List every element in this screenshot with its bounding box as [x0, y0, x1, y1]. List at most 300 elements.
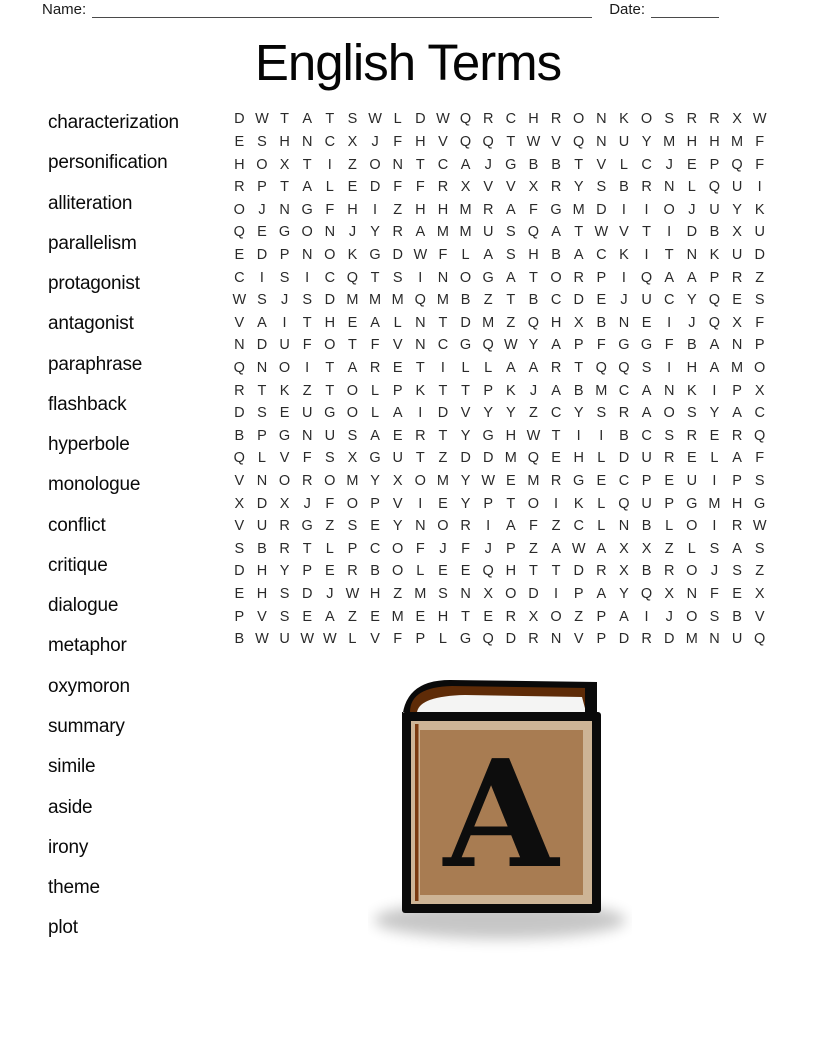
grid-cell: E — [370, 608, 380, 625]
grid-cell: I — [327, 156, 332, 173]
grid-cell: B — [641, 563, 652, 580]
word-item: personification — [48, 152, 168, 174]
grid-cell: O — [437, 518, 449, 535]
grid-cell: B — [573, 382, 584, 399]
grid-cell: X — [279, 156, 290, 173]
grid-cell: H — [709, 133, 720, 150]
grid-cell: R — [731, 269, 743, 286]
grid-cell: P — [483, 495, 494, 512]
grid-cell: X — [483, 586, 494, 603]
grid-cell: U — [279, 631, 290, 648]
grid-cell: I — [667, 314, 672, 331]
grid-cell: M — [346, 292, 359, 309]
grid-cell: C — [505, 111, 517, 128]
grid-cell: B — [551, 246, 561, 263]
grid-cell: I — [305, 269, 310, 286]
grid-cell: X — [664, 586, 675, 603]
grid-cell: Q — [595, 360, 607, 376]
grid-cell: J — [710, 563, 719, 580]
grid-cell: S — [732, 563, 742, 580]
grid-cell: A — [551, 382, 561, 399]
grid-cell: W — [571, 540, 586, 557]
grid-cell: A — [709, 337, 720, 354]
book-spine-right-edge — [585, 683, 597, 712]
grid-cell: M — [572, 201, 585, 218]
grid-cell: A — [302, 111, 313, 128]
grid-cell: F — [755, 156, 765, 173]
grid-cell: U — [279, 337, 290, 354]
grid-cell: T — [574, 224, 584, 241]
grid-cell: X — [347, 133, 358, 150]
grid-cell: S — [324, 450, 335, 467]
grid-cell: S — [257, 133, 267, 150]
grid-cell: E — [392, 427, 403, 444]
grid-cell: G — [369, 450, 381, 467]
grid-cell: I — [667, 360, 672, 376]
grid-cell: S — [709, 608, 720, 625]
grid-cell: S — [709, 540, 720, 557]
grid-cell: U — [482, 224, 494, 241]
grid-cell: H — [686, 133, 698, 150]
grid-cell: L — [325, 540, 334, 557]
grid-cell: M — [369, 292, 382, 309]
grid-cell: A — [732, 540, 742, 557]
grid-cell: X — [392, 473, 403, 490]
grid-cell: R — [663, 563, 675, 580]
grid-cell: N — [618, 314, 630, 331]
grid-cell: T — [325, 382, 335, 399]
grid-cell: S — [392, 269, 403, 286]
grid-cell: I — [644, 201, 649, 218]
grid-cell: G — [369, 246, 381, 263]
book-letter: A — [443, 727, 559, 901]
grid-cell: I — [712, 382, 717, 399]
grid-cell: Q — [482, 337, 494, 354]
grid-cell: A — [483, 246, 494, 263]
grid-cell: A — [257, 314, 267, 331]
grid-cell: M — [685, 631, 698, 648]
grid-cell: E — [732, 586, 742, 603]
name-blank-line[interactable] — [92, 2, 592, 18]
grid-cell: Q — [527, 224, 540, 241]
grid-cell: A — [551, 337, 561, 354]
grid-cell: V — [392, 495, 403, 512]
grid-cell: O — [686, 608, 698, 625]
grid-cell: M — [436, 224, 449, 241]
grid-cell: H — [279, 133, 290, 150]
grid-cell: V — [551, 133, 561, 150]
grid-cell: R — [550, 111, 562, 128]
grid-cell: M — [482, 314, 495, 331]
grid-cell: D — [505, 631, 517, 648]
grid-cell: G — [324, 405, 336, 422]
grid-cell: L — [619, 156, 628, 173]
grid-cell: I — [554, 586, 559, 603]
grid-cell: I — [757, 179, 762, 196]
grid-cell: E — [438, 495, 448, 512]
grid-cell: H — [528, 246, 539, 263]
grid-cell: R — [415, 427, 426, 444]
grid-cell: R — [573, 269, 584, 286]
grid-cell: V — [505, 179, 516, 196]
grid-cell: S — [347, 111, 358, 128]
grid-cell: E — [234, 586, 245, 603]
grid-cell: L — [393, 314, 402, 331]
grid-cell: R — [528, 631, 539, 648]
word-item: theme — [48, 877, 100, 899]
grid-cell: J — [303, 495, 311, 512]
grid-cell: S — [279, 608, 290, 625]
grid-cell: D — [392, 246, 403, 263]
grid-cell: S — [279, 269, 290, 286]
grid-cell: J — [439, 540, 447, 557]
grid-cell: I — [259, 269, 264, 286]
grid-cell: Z — [325, 518, 335, 535]
grid-cell: C — [369, 540, 381, 557]
grid-cell: D — [437, 405, 449, 422]
grid-cell: N — [301, 133, 313, 150]
grid-cell: M — [391, 608, 404, 625]
grid-cell: I — [644, 608, 649, 625]
grid-cell: O — [324, 473, 336, 490]
grid-cell: G — [459, 337, 472, 354]
grid-cell: X — [347, 450, 358, 467]
grid-cell: V — [234, 473, 245, 490]
grid-cell: W — [232, 292, 247, 309]
grid-cell: R — [686, 427, 698, 444]
grid-cell: E — [551, 450, 561, 467]
grid-cell: F — [529, 201, 538, 218]
grid-cell: D — [256, 337, 268, 354]
grid-cell: S — [347, 518, 358, 535]
book-svg — [368, 670, 632, 954]
grid-cell: D — [460, 314, 471, 331]
grid-cell: Y — [641, 133, 652, 150]
grid-cell: E — [664, 473, 675, 490]
word-item: summary — [48, 715, 125, 737]
grid-cell: F — [755, 133, 765, 150]
grid-cell: E — [686, 450, 697, 467]
grid-cell: J — [484, 156, 492, 173]
grid-cell: G — [505, 156, 517, 173]
grid-cell: B — [619, 179, 629, 196]
date-label: Date: — [609, 1, 646, 18]
grid-cell: V — [438, 133, 448, 150]
grid-cell: N — [279, 201, 290, 218]
grid-cell: L — [393, 111, 402, 128]
grid-cell: R — [731, 518, 743, 535]
grid-cell: Q — [708, 179, 721, 196]
grid-cell: Z — [551, 518, 561, 535]
grid-cell: F — [438, 246, 448, 263]
grid-cell: T — [415, 360, 425, 376]
grid-cell: Q — [754, 631, 766, 648]
grid-cell: F — [302, 337, 312, 354]
grid-cell: N — [234, 337, 245, 354]
grid-cell: O — [459, 269, 472, 286]
grid-cell: W — [526, 427, 541, 444]
grid-cell: X — [234, 495, 245, 512]
grid-cell: Y — [619, 586, 629, 603]
grid-cell: Q — [640, 586, 653, 603]
grid-cell: U — [641, 495, 652, 512]
grid-cell: F — [529, 518, 538, 535]
word-item: plot — [48, 917, 78, 939]
grid-cell: I — [418, 495, 423, 512]
grid-cell: K — [415, 382, 426, 399]
grid-cell: X — [732, 224, 742, 241]
grid-cell: Q — [459, 133, 472, 150]
grid-cell: F — [325, 201, 335, 218]
grid-cell: S — [257, 292, 267, 309]
grid-cell: Y — [505, 405, 516, 422]
grid-cell: Y — [370, 224, 380, 241]
grid-cell: E — [732, 292, 742, 309]
grid-cell: E — [234, 246, 245, 263]
grid-cell: T — [461, 382, 470, 399]
grid-cell: U — [618, 133, 630, 150]
grid-cell: R — [550, 360, 562, 376]
grid-cell: Q — [618, 495, 630, 512]
grid-cell: C — [324, 269, 336, 286]
grid-cell: D — [256, 246, 268, 263]
grid-cell: L — [371, 382, 380, 399]
grid-cell: J — [348, 224, 357, 241]
grid-cell: E — [257, 224, 267, 241]
grid-cell: Q — [527, 314, 540, 331]
grid-cell: A — [415, 224, 426, 241]
grid-cell: K — [573, 495, 584, 512]
grid-cell: T — [551, 427, 561, 444]
grid-cell: E — [370, 518, 380, 535]
grid-cell: B — [596, 314, 607, 331]
grid-cell: M — [414, 586, 427, 603]
grid-cell: X — [460, 179, 471, 196]
grid-cell: I — [554, 495, 559, 512]
grid-cell: Z — [664, 540, 674, 557]
grid-cell: J — [326, 586, 334, 603]
grid-cell: E — [302, 608, 313, 625]
grid-cell: F — [393, 133, 403, 150]
grid-cell: O — [505, 586, 517, 603]
grid-cell: K — [619, 111, 629, 128]
grid-cell: D — [596, 201, 607, 218]
grid-cell: Z — [438, 450, 448, 467]
grid-cell: A — [686, 269, 697, 286]
grid-cell: M — [504, 450, 517, 467]
grid-cell: N — [618, 518, 630, 535]
grid-cell: J — [371, 133, 379, 150]
grid-cell: F — [370, 337, 380, 354]
book-illustration — [368, 670, 632, 954]
grid-cell: H — [505, 427, 517, 444]
grid-cell: A — [505, 269, 516, 286]
grid-cell: N — [437, 269, 449, 286]
grid-cell: D — [301, 586, 313, 603]
grid-cell: O — [550, 269, 562, 286]
grid-cell: R — [279, 518, 290, 535]
grid-cell: V — [392, 337, 403, 354]
grid-cell: A — [505, 518, 516, 535]
grid-cell: U — [641, 292, 652, 309]
grid-cell: R — [482, 201, 494, 218]
grid-cell: Q — [640, 269, 653, 286]
grid-cell: Y — [528, 337, 539, 354]
grid-cell: I — [644, 246, 649, 263]
grid-cell: U — [731, 179, 743, 196]
grid-cell: S — [596, 405, 607, 422]
grid-cell: Q — [233, 360, 245, 376]
grid-cell: H — [550, 314, 562, 331]
grid-cell: G — [686, 495, 698, 512]
grid-cell: P — [573, 337, 584, 354]
grid-cell: W — [436, 111, 450, 128]
grid-cell: Z — [348, 608, 357, 625]
grid-cell: A — [370, 314, 380, 331]
grid-cell: H — [731, 495, 743, 512]
grid-cell: Y — [460, 495, 471, 512]
grid-cell: H — [573, 450, 584, 467]
grid-cell: I — [712, 473, 717, 490]
grid-cell: G — [482, 269, 494, 286]
grid-cell: S — [257, 405, 267, 422]
grid-cell: A — [709, 360, 720, 376]
grid-cell: S — [302, 292, 313, 309]
grid-cell: C — [234, 269, 245, 286]
grid-cell: U — [731, 631, 743, 648]
grid-cell: Y — [460, 473, 471, 490]
grid-cell: C — [437, 337, 449, 354]
grid-cell: O — [663, 201, 675, 218]
grid-cell: A — [505, 360, 516, 376]
grid-cell: L — [710, 450, 719, 467]
grid-cell: Z — [755, 563, 765, 580]
grid-cell: F — [664, 337, 674, 354]
grid-cell: K — [686, 382, 697, 399]
grid-cell: W — [594, 224, 609, 241]
grid-cell: W — [413, 246, 428, 263]
grid-cell: S — [505, 224, 516, 241]
grid-cell: L — [597, 495, 606, 512]
grid-cell: G — [550, 201, 562, 218]
grid-cell: A — [619, 608, 629, 625]
grid-cell: R — [279, 540, 290, 557]
grid-cell: R — [392, 224, 403, 241]
grid-cell: E — [438, 563, 448, 580]
grid-cell: P — [664, 495, 675, 512]
grid-cell: O — [256, 156, 268, 173]
grid-cell: D — [686, 224, 698, 241]
grid-cell: I — [418, 269, 423, 286]
grid-cell: R — [709, 111, 720, 128]
grid-cell: P — [483, 382, 494, 399]
word-item: flashback — [48, 393, 127, 415]
grid-cell: B — [686, 337, 697, 354]
grid-cell: T — [461, 608, 470, 625]
word-item: metaphor — [48, 635, 127, 657]
grid-cell: P — [302, 563, 313, 580]
grid-cell: V — [460, 405, 471, 422]
word-item: simile — [48, 756, 96, 778]
book-pages — [417, 695, 586, 712]
grid-cell: S — [754, 540, 765, 557]
grid-cell: M — [527, 473, 540, 490]
grid-cell: V — [596, 156, 607, 173]
word-item: critique — [48, 554, 108, 576]
grid-cell: T — [257, 382, 267, 399]
grid-cell: P — [415, 631, 426, 648]
grid-cell: X — [732, 111, 742, 128]
grid-cell: L — [461, 360, 470, 376]
grid-cell: H — [528, 111, 539, 128]
grid-cell: P — [596, 608, 607, 625]
grid-cell: R — [550, 473, 562, 490]
grid-cell: T — [529, 563, 538, 580]
grid-cell: D — [369, 179, 381, 196]
grid-cell: Q — [482, 133, 494, 150]
grid-cell: S — [438, 586, 448, 603]
grid-cell: Q — [459, 111, 472, 128]
grid-cell: Y — [392, 518, 403, 535]
grid-cell: B — [257, 540, 267, 557]
grid-cell: C — [596, 246, 607, 263]
grid-cell: E — [641, 314, 652, 331]
word-item: dialogue — [48, 595, 119, 617]
grid-cell: Q — [233, 450, 245, 467]
grid-cell: X — [573, 314, 584, 331]
grid-cell: L — [687, 540, 696, 557]
grid-cell: L — [484, 360, 493, 376]
grid-cell: T — [302, 156, 312, 173]
grid-cell: R — [369, 360, 381, 376]
grid-cell: X — [641, 540, 652, 557]
grid-cell: B — [460, 292, 471, 309]
grid-cell: Z — [302, 382, 312, 399]
grid-cell: U — [392, 450, 403, 467]
grid-cell: F — [393, 631, 403, 648]
grid-cell: I — [576, 427, 581, 444]
grid-cell: W — [322, 631, 337, 648]
grid-cell: X — [528, 179, 539, 196]
grid-cell: N — [550, 631, 562, 648]
grid-cell: L — [597, 450, 606, 467]
grid-cell: R — [550, 179, 562, 196]
grid-cell: I — [486, 518, 491, 535]
grid-cell: S — [347, 427, 358, 444]
grid-cell: H — [437, 201, 449, 218]
grid-cell: E — [392, 360, 403, 376]
grid-cell: S — [754, 292, 765, 309]
grid-cell: N — [731, 337, 743, 354]
grid-cell: Z — [393, 586, 403, 603]
grid-cell: Z — [529, 540, 538, 557]
grid-cell: Y — [460, 427, 471, 444]
grid-cell: Q — [414, 292, 426, 309]
grid-cell: P — [596, 631, 607, 648]
grid-cell: N — [596, 133, 607, 150]
grid-cell: K — [754, 201, 765, 218]
grid-cell: Z — [506, 314, 516, 331]
date-blank-line[interactable] — [651, 2, 719, 18]
grid-cell: H — [505, 563, 517, 580]
grid-cell: O — [392, 563, 404, 580]
grid-cell: H — [347, 201, 358, 218]
grid-cell: O — [369, 156, 381, 173]
grid-cell: F — [302, 450, 312, 467]
grid-cell: E — [234, 133, 245, 150]
grid-cell: P — [279, 246, 290, 263]
grid-cell: B — [370, 563, 380, 580]
